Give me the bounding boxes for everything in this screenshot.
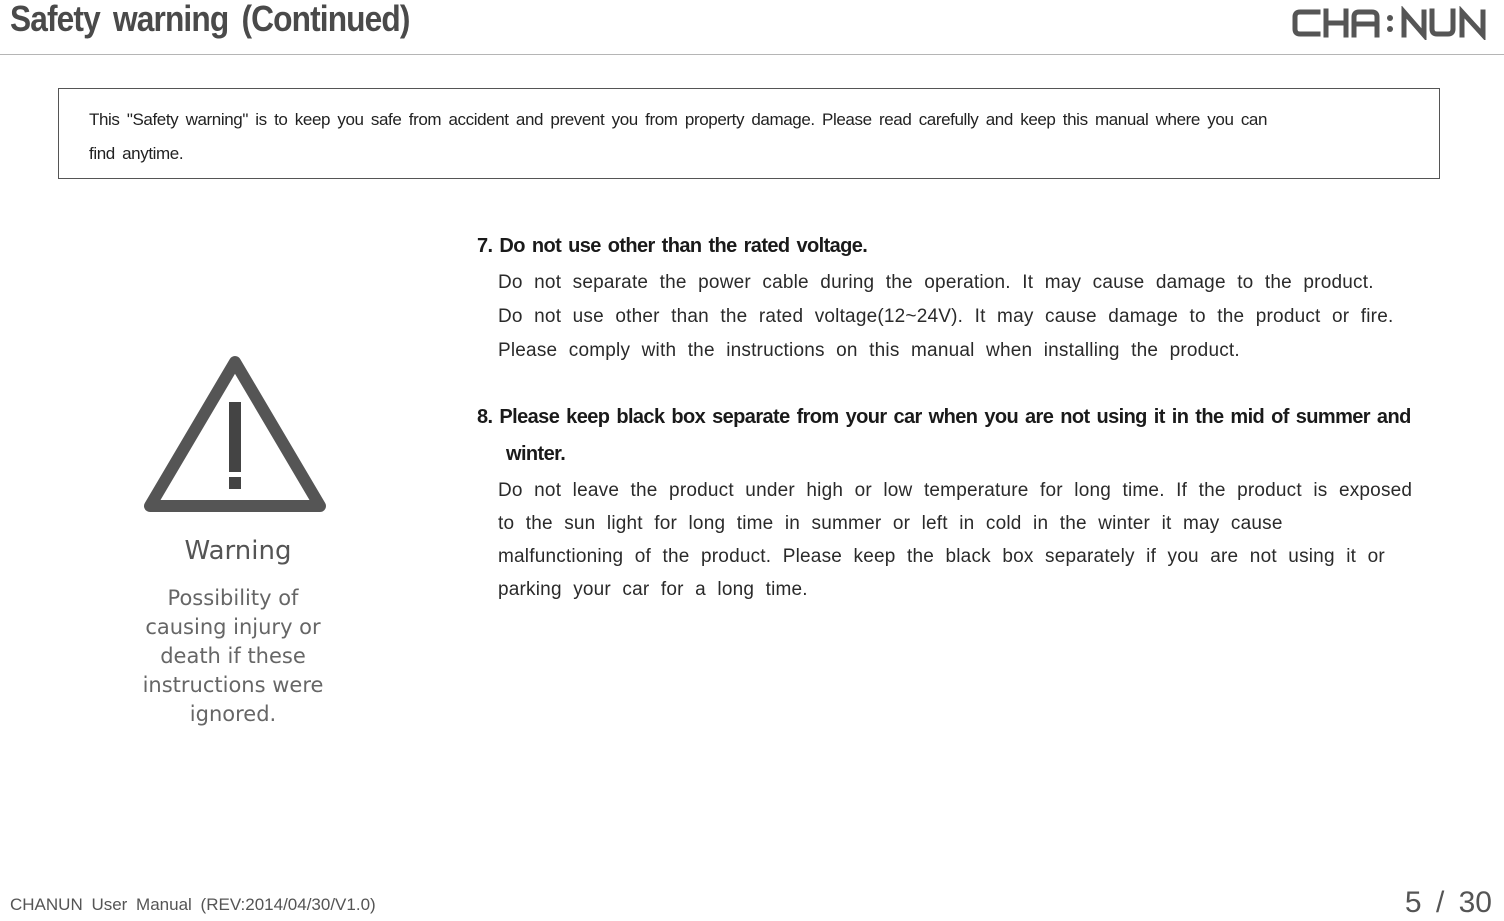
page-number bbox=[1405, 886, 1492, 920]
warning-desc-line: causing injury or bbox=[145, 615, 321, 639]
item-7-line-3: Please comply with the instructions on this manual when installing the product. bbox=[498, 340, 1240, 361]
page-total: 30 bbox=[1458, 886, 1492, 919]
header-divider bbox=[0, 54, 1504, 55]
item-8-heading: 8. Please keep black box separate from your car when you are not using it in the mid of summer and bbox=[477, 406, 1411, 428]
warning-figure bbox=[108, 322, 368, 740]
chanun-logo bbox=[1292, 6, 1492, 40]
notice-text bbox=[89, 103, 1419, 171]
footer-manual-label: CHANUN User Manual (REV:2014/04/30/V1.0) bbox=[10, 895, 376, 914]
warning-description bbox=[108, 584, 358, 729]
warning-desc-line: instructions were bbox=[142, 673, 324, 697]
item-8-line-2: to the sun light for long time in summer or left in cold in the winter it may cause bbox=[498, 513, 1283, 534]
item-8-line-3: malfunctioning of the product. Please keep the black box separately if you are not using it or bbox=[498, 546, 1385, 567]
warning-desc-line: Possibility of bbox=[167, 586, 299, 610]
item-8-line-1: Do not leave the product under high or low temperature for long time. If the product is exposed bbox=[498, 480, 1413, 501]
warning-triangle-icon bbox=[108, 322, 368, 522]
item-7-line-2: Do not use other than the rated voltage(12~24V). It may cause damage to the product or fire. bbox=[498, 306, 1394, 327]
item-8-heading-cont: winter. bbox=[506, 443, 566, 465]
warning-title: Warning bbox=[184, 536, 292, 566]
page-current: 5 bbox=[1404, 886, 1422, 919]
item-7-heading: 7. Do not use other than the rated voltage. bbox=[477, 235, 868, 257]
notice-line-2: find anytime. bbox=[89, 144, 184, 163]
safety-notice-box bbox=[58, 88, 1440, 179]
item-7-line-1: Do not separate the power cable during the operation. It may cause damage to the product. bbox=[498, 272, 1374, 293]
warning-desc-line: death if these bbox=[160, 644, 306, 668]
page-separator: / bbox=[1435, 886, 1445, 919]
item-8-line-4: parking your car for a long time. bbox=[498, 579, 808, 600]
warning-desc-line: ignored. bbox=[189, 702, 277, 726]
page-title: Safety warning (Continued) bbox=[10, 0, 410, 39]
notice-line-1: This "Safety warning" is to keep you safe from accident and prevent you from property damage. Please read carefully and keep this manual where you can bbox=[89, 110, 1268, 129]
